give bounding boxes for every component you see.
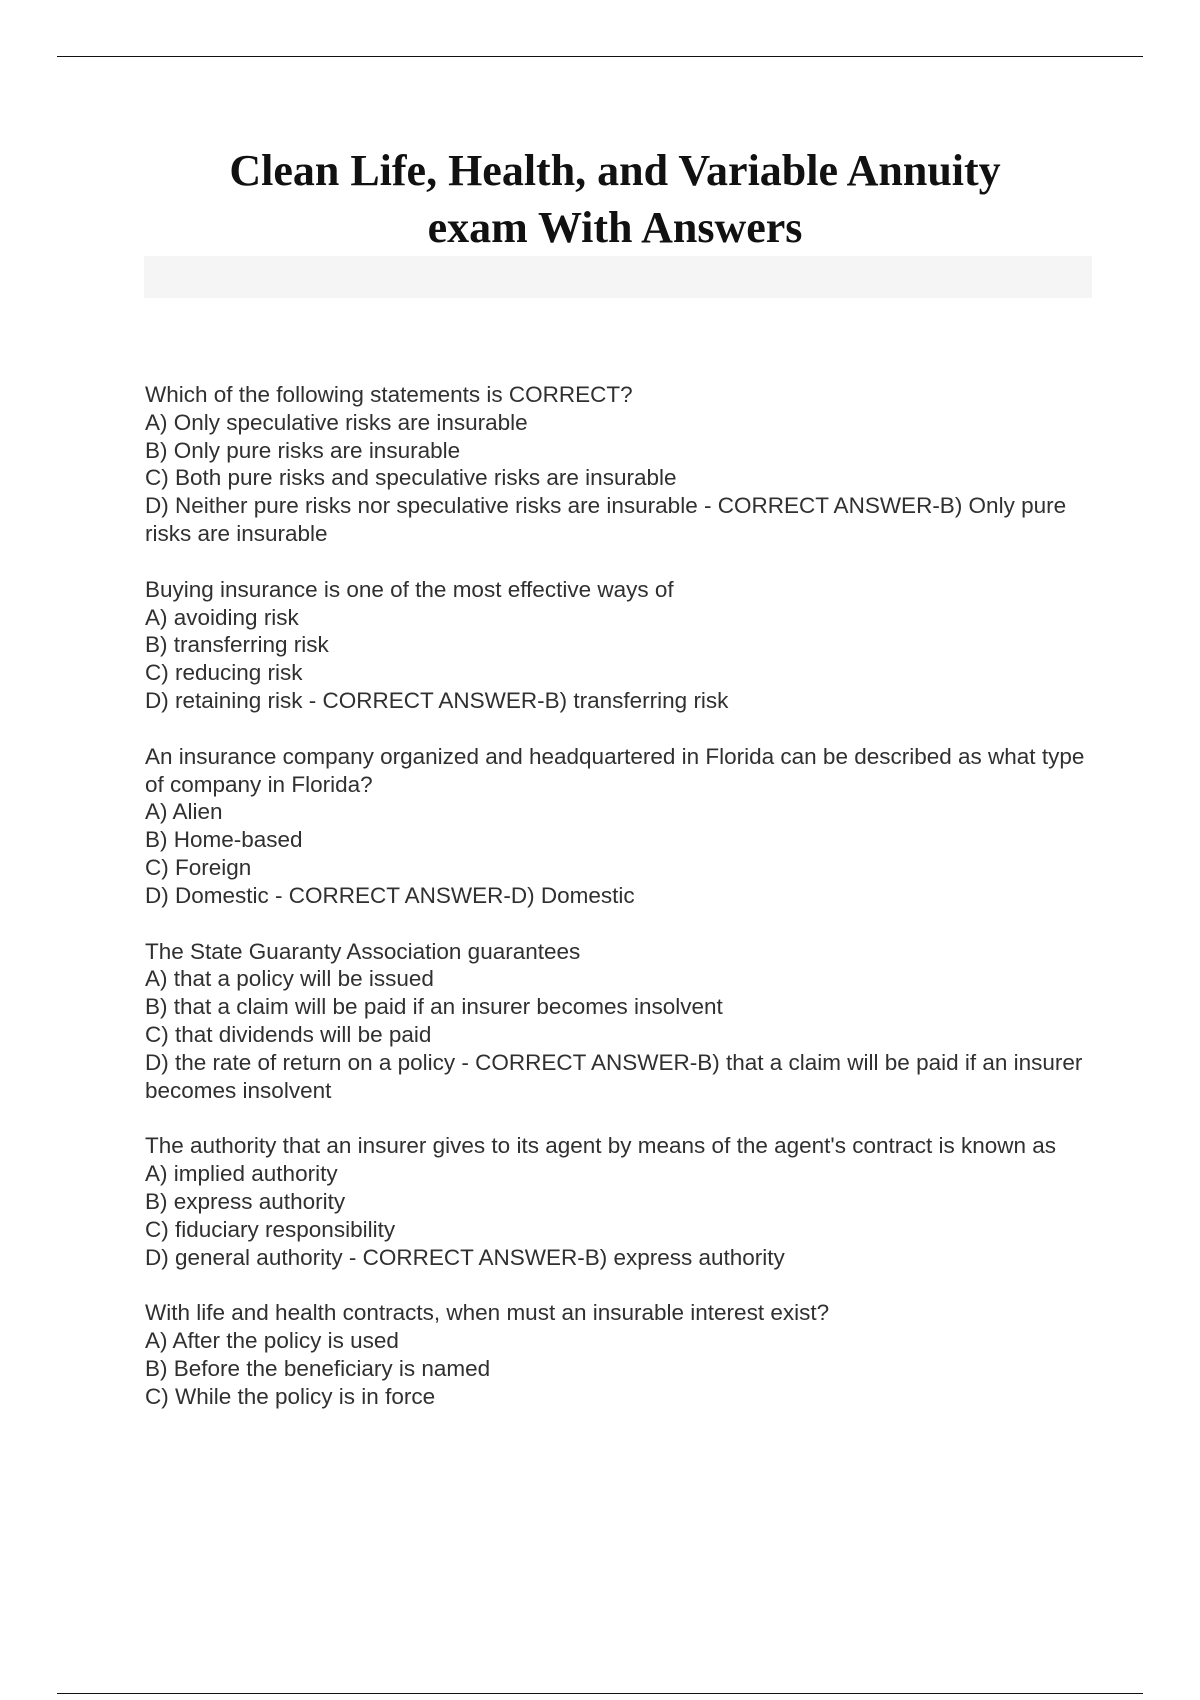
option-d-with-answer: D) Neither pure risks nor speculative risks are insurable - CORRECT ANSWER-B) Only pure risks are insurable: [145, 493, 1067, 546]
question-text: The authority that an insurer gives to its agent by means of the agent's contract is known as: [145, 1133, 1057, 1159]
question-block-4: [145, 938, 1095, 1105]
option-c: C) reducing risk: [145, 660, 303, 686]
option-d-with-answer: D) Domestic - CORRECT ANSWER-D) Domestic: [145, 882, 635, 908]
option-b: B) express authority: [145, 1188, 346, 1214]
question-block-5: [145, 1132, 1095, 1271]
option-c: C) Both pure risks and speculative risks are insurable: [145, 465, 677, 491]
question-block-1: [145, 381, 1095, 548]
header-rule: [57, 56, 1143, 57]
footer-rule: [57, 1693, 1143, 1694]
question-block-3: [145, 743, 1095, 910]
option-c: C) that dividends will be paid: [145, 1021, 432, 1047]
option-a: A) avoiding risk: [145, 604, 299, 630]
title-line-1: Clean Life, Health, and Variable Annuity: [229, 146, 1001, 195]
option-b: B) transferring risk: [145, 632, 329, 658]
title-line-2: exam With Answers: [427, 203, 803, 252]
title-underlay-band: [144, 256, 1092, 298]
question-text: Which of the following statements is CORRECT?: [145, 382, 633, 407]
option-d-with-answer: D) the rate of return on a policy - CORRECT ANSWER-B) that a claim will be paid if an insurer becomes insolvent: [145, 1049, 1083, 1103]
option-a: A) Alien: [145, 799, 223, 825]
questions-list: [145, 381, 1095, 1439]
option-d-with-answer: D) retaining risk - CORRECT ANSWER-B) transferring risk: [145, 687, 729, 713]
option-d-with-answer: D) general authority - CORRECT ANSWER-B) express authority: [145, 1244, 785, 1270]
question-block-6: [145, 1299, 1095, 1410]
option-b: B) that a claim will be paid if an insurer becomes insolvent: [145, 994, 723, 1020]
option-a: A) that a policy will be issued: [145, 966, 434, 992]
question-text: Buying insurance is one of the most effective ways of: [145, 576, 674, 602]
question-block-2: [145, 576, 1095, 715]
option-b: B) Only pure risks are insurable: [145, 437, 461, 463]
question-text: With life and health contracts, when must an insurable interest exist?: [145, 1300, 830, 1326]
question-text: The State Guaranty Association guarantees: [145, 938, 581, 964]
option-a: A) implied authority: [145, 1161, 338, 1187]
option-a: A) Only speculative risks are insurable: [145, 409, 528, 435]
document-title: [120, 142, 1110, 256]
option-c: C) fiduciary responsibility: [145, 1216, 396, 1242]
option-b: B) Home-based: [145, 827, 303, 853]
option-a: A) After the policy is used: [145, 1328, 399, 1354]
question-text: An insurance company organized and headquartered in Florida can be described as what type of company in Florida?: [145, 743, 1085, 797]
option-b: B) Before the beneficiary is named: [145, 1355, 491, 1381]
option-c: C) While the policy is in force: [145, 1383, 436, 1409]
option-c: C) Foreign: [145, 854, 252, 880]
